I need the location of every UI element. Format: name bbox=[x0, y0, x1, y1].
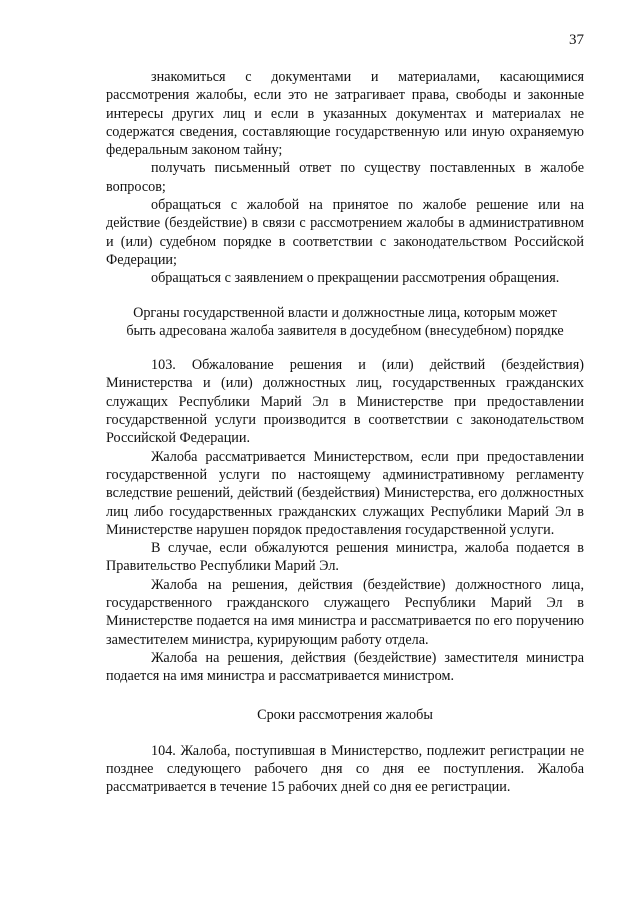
page-number: 37 bbox=[569, 32, 584, 48]
paragraph-appeal-decision: обращаться с жалобой на принятое по жалобе решение или на действие (бездействие) в связи с рассмотрением жалобы в административном и (или) судебном порядке в соответствии с законодательством Российской Федерации; bbox=[106, 197, 584, 268]
paragraph-termination-request: обращаться с заявлением о прекращении рассмотрения обращения. bbox=[151, 270, 560, 287]
paragraph-written-answer: получать письменный ответ по существу поставленных в жалобе вопросов; bbox=[106, 160, 584, 195]
page-content bbox=[106, 68, 584, 797]
paragraph-review-documents: знакомиться с документами и материалами, касающимися рассмотрения жалобы, если это не затрагивает права, свободы и законные интересы других лиц и если в указанных документах и материалах не содержатся сведения, составляющие государственную или иную охраняемую федеральным законом тайну; bbox=[106, 69, 584, 159]
paragraph-deputy-decisions: Жалоба на решения, действия (бездействие) заместителя министра подается на имя министра и рассматривается министром. bbox=[106, 649, 584, 685]
paragraph-official-decisions: Жалоба на решения, действия (бездействие) должностного лица, государственного гражданского служащего Республики Марий Эл в Министерстве подается на имя министра и рассматривается по его поручению заместителем министра, курирующим работу отдела. bbox=[106, 576, 584, 648]
paragraph-minister-decisions: В случае, если обжалуются решения министра, жалоба подается в Правительство Республики Марий Эл. bbox=[106, 540, 584, 575]
paragraph-104-registration: 104. Жалоба, поступившая в Министерство, подлежит регистрации не позднее следующего рабочего дня со дня ее поступления. Жалоба рассматривается в течение 15 рабочих дней со дня ее регистрации. bbox=[106, 742, 584, 796]
paragraph-ministry-review: Жалоба рассматривается Министерством, если при предоставлении государственной услуги по настоящему административному регламенту вследствие решений, действий (бездействия) Министерства, его должностных лиц либо государственных гражданских служащих Республики Марий Эл в Министерстве нарушен порядок предоставления государственной услуги. bbox=[106, 448, 584, 538]
section-heading-authorities-line2: быть адресована жалоба заявителя в досудебном (внесудебном) порядке bbox=[126, 322, 564, 339]
paragraph-103-appeal: 103. Обжалование решения и (или) действий (бездействия) Министерства и (или) должностных лиц, государственных гражданских служащих Республики Марий Эл в Министерстве при предоставлении государственной услуги производится в соответствии с законодательством Российской Федерации. bbox=[106, 357, 584, 447]
section-heading-authorities bbox=[106, 304, 584, 341]
section-heading-authorities-line1: Органы государственной власти и должностные лица, которым может bbox=[133, 304, 557, 321]
section-heading-review-terms: Сроки рассмотрения жалобы bbox=[257, 706, 433, 723]
